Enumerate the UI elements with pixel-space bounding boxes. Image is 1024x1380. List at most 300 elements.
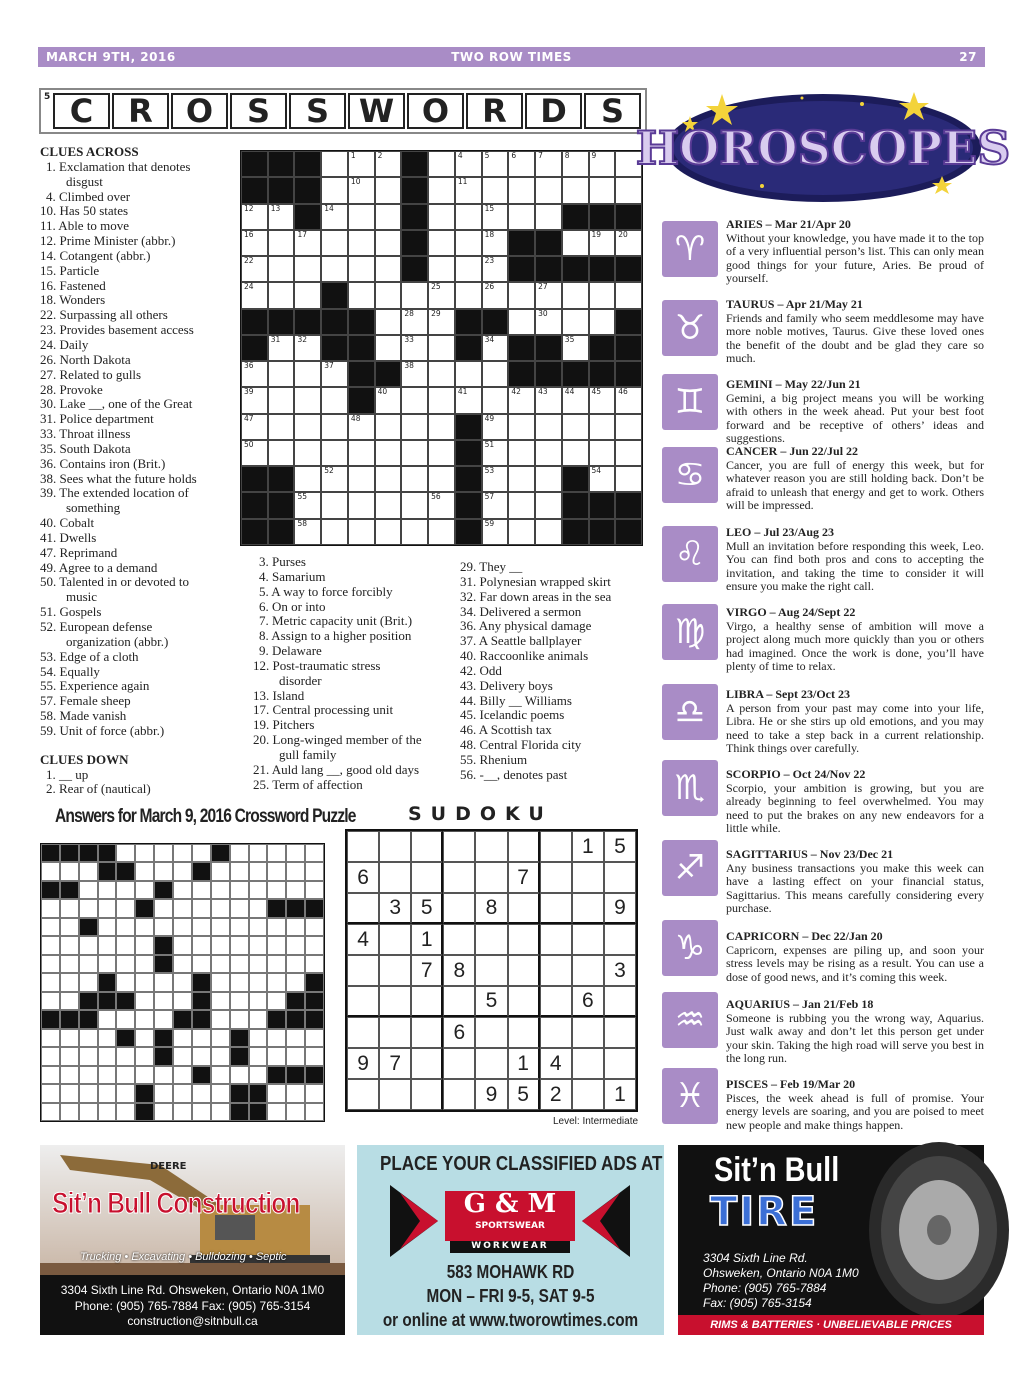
grid-cell[interactable]: [428, 282, 455, 308]
grid-cell[interactable]: [348, 177, 375, 203]
grid-cell[interactable]: [375, 387, 402, 413]
sudoku-cell[interactable]: [508, 955, 540, 986]
grid-cell[interactable]: [562, 309, 589, 335]
clue-item: 26. North Dakota: [40, 351, 131, 367]
horoscopes-logo: [635, 86, 1011, 206]
grid-cell[interactable]: [375, 466, 402, 492]
grid-cell[interactable]: [562, 335, 589, 361]
grid-cell[interactable]: [482, 335, 509, 361]
grid-cell[interactable]: [562, 440, 589, 466]
grid-cell[interactable]: [294, 519, 321, 545]
sudoku-cell[interactable]: [443, 831, 475, 862]
black-cell: [268, 492, 295, 518]
sudoku-cell[interactable]: 6: [572, 986, 604, 1017]
clue-number: 58: [297, 518, 307, 528]
sudoku-cell[interactable]: [604, 924, 636, 955]
grid-cell[interactable]: [294, 492, 321, 518]
sudoku-cell[interactable]: [508, 1017, 540, 1048]
grid-cell[interactable]: [348, 440, 375, 466]
sudoku-cell[interactable]: [604, 1017, 636, 1048]
sudoku-cell[interactable]: [411, 1048, 443, 1079]
sudoku-cell[interactable]: [475, 955, 507, 986]
grid-cell[interactable]: [268, 440, 295, 466]
sudoku-cell[interactable]: 6: [347, 862, 379, 893]
grid-cell[interactable]: [294, 230, 321, 256]
grid-cell[interactable]: [401, 361, 428, 387]
clue-item: 29. They __: [460, 559, 523, 574]
sudoku-cell[interactable]: 4: [540, 1048, 572, 1079]
grid-cell[interactable]: [348, 256, 375, 282]
grid-cell[interactable]: [508, 309, 535, 335]
sudoku-cell[interactable]: [411, 1079, 443, 1110]
grid-cell[interactable]: [482, 440, 509, 466]
sudoku-cell[interactable]: 7: [411, 955, 443, 986]
grid-cell[interactable]: [401, 414, 428, 440]
grid-cell[interactable]: [562, 282, 589, 308]
sudoku-cell[interactable]: [411, 986, 443, 1017]
sudoku-cell[interactable]: 1: [572, 831, 604, 862]
sudoku-cell[interactable]: 3: [379, 893, 411, 924]
black-cell: [562, 492, 589, 518]
grid-cell[interactable]: [535, 309, 562, 335]
ad-sitnbull-construction[interactable]: [40, 1145, 345, 1335]
answer-cell: [211, 1103, 230, 1121]
grid-cell[interactable]: [321, 492, 348, 518]
grid-cell[interactable]: [241, 282, 268, 308]
answer-black-cell: [41, 844, 60, 862]
grid-cell[interactable]: [321, 256, 348, 282]
grid-cell[interactable]: [401, 387, 428, 413]
grid-cell[interactable]: [401, 335, 428, 361]
ad-sitnbull-tire[interactable]: [678, 1145, 984, 1335]
answer-cell: [286, 936, 305, 954]
sudoku-cell[interactable]: [347, 831, 379, 862]
grid-cell[interactable]: [428, 309, 455, 335]
grid-cell[interactable]: [562, 387, 589, 413]
answer-cell: [135, 973, 154, 991]
sudoku-cell[interactable]: [443, 986, 475, 1017]
sudoku-cell[interactable]: [572, 862, 604, 893]
sudoku-cell[interactable]: 9: [347, 1048, 379, 1079]
grid-cell[interactable]: [482, 387, 509, 413]
grid-cell[interactable]: [401, 440, 428, 466]
grid-cell[interactable]: [375, 256, 402, 282]
clue-number: 19: [591, 229, 602, 239]
ad1-email[interactable]: construction@sitnbull.ca: [127, 1314, 258, 1328]
sudoku-cell[interactable]: [379, 1079, 411, 1110]
grid-cell[interactable]: [375, 335, 402, 361]
answer-cell: [79, 881, 98, 899]
grid-cell[interactable]: [294, 387, 321, 413]
grid-cell[interactable]: [508, 387, 535, 413]
sudoku-cell[interactable]: [443, 924, 475, 955]
grid-cell[interactable]: [428, 204, 455, 230]
sudoku-cell[interactable]: [443, 1079, 475, 1110]
grid-cell[interactable]: [321, 414, 348, 440]
black-cell: [455, 335, 482, 361]
grid-cell[interactable]: [589, 282, 616, 308]
grid-cell[interactable]: [321, 204, 348, 230]
grid-cell[interactable]: [428, 519, 455, 545]
grid-cell[interactable]: [428, 387, 455, 413]
grid-cell[interactable]: [241, 387, 268, 413]
grid-cell[interactable]: [615, 387, 642, 413]
crossword-grid[interactable]: [240, 150, 643, 546]
grid-cell[interactable]: [294, 414, 321, 440]
sudoku-cell[interactable]: 6: [443, 1017, 475, 1048]
answer-cell: [230, 936, 249, 954]
clue-number: 20: [618, 229, 628, 239]
grid-cell[interactable]: [508, 414, 535, 440]
grid-cell[interactable]: [615, 440, 642, 466]
grid-cell[interactable]: [455, 177, 482, 203]
grid-cell[interactable]: [615, 282, 642, 308]
grid-cell[interactable]: [428, 177, 455, 203]
sudoku-cell[interactable]: [443, 893, 475, 924]
grid-cell[interactable]: [268, 282, 295, 308]
sudoku-cell[interactable]: 9: [604, 893, 636, 924]
grid-cell[interactable]: [321, 361, 348, 387]
sudoku-cell[interactable]: [540, 831, 572, 862]
grid-cell[interactable]: [321, 519, 348, 545]
grid-cell[interactable]: [455, 204, 482, 230]
answer-cell: [154, 973, 173, 991]
grid-cell[interactable]: [428, 151, 455, 177]
grid-cell[interactable]: [589, 230, 616, 256]
grid-cell[interactable]: [241, 204, 268, 230]
sudoku-cell[interactable]: [508, 893, 540, 924]
grid-cell[interactable]: [562, 177, 589, 203]
sudoku-cell[interactable]: [572, 893, 604, 924]
grid-cell[interactable]: [428, 335, 455, 361]
grid-cell[interactable]: [375, 492, 402, 518]
sudoku-cell[interactable]: 5: [604, 831, 636, 862]
sudoku-cell[interactable]: [475, 1017, 507, 1048]
sudoku-cell[interactable]: [508, 986, 540, 1017]
clue-number: 53: [484, 466, 495, 476]
grid-cell[interactable]: [375, 440, 402, 466]
grid-cell[interactable]: [375, 309, 402, 335]
black-cell: [241, 519, 268, 545]
grid-cell[interactable]: [375, 282, 402, 308]
sudoku-cell[interactable]: [379, 955, 411, 986]
sudoku-cell[interactable]: [572, 1048, 604, 1079]
grid-cell[interactable]: [482, 414, 509, 440]
answer-cell: [41, 918, 60, 936]
answer-black-cell: [135, 1084, 154, 1102]
grid-cell[interactable]: [268, 414, 295, 440]
grid-cell[interactable]: [241, 414, 268, 440]
grid-cell[interactable]: [241, 230, 268, 256]
sudoku-cell[interactable]: [379, 1017, 411, 1048]
answer-black-cell: [79, 992, 98, 1010]
sudoku-grid[interactable]: [345, 829, 638, 1112]
grid-cell[interactable]: [294, 335, 321, 361]
black-cell: [562, 204, 589, 230]
grid-cell[interactable]: [562, 151, 589, 177]
answer-cell: [135, 955, 154, 973]
grid-cell[interactable]: [535, 282, 562, 308]
grid-cell[interactable]: [508, 466, 535, 492]
sudoku-cell[interactable]: 2: [540, 1079, 572, 1110]
sudoku-cell[interactable]: [508, 831, 540, 862]
grid-cell[interactable]: [348, 492, 375, 518]
grid-cell[interactable]: [535, 177, 562, 203]
black-cell: [615, 492, 642, 518]
grid-cell[interactable]: [589, 387, 616, 413]
sudoku-cell[interactable]: 1: [411, 924, 443, 955]
sudoku-cell[interactable]: [572, 955, 604, 986]
sudoku-cell[interactable]: [604, 862, 636, 893]
grid-cell[interactable]: [535, 440, 562, 466]
ad2-online[interactable]: or online at www.tworowtimes.com: [382, 1310, 639, 1330]
clue-number: 34: [484, 334, 495, 344]
sudoku-cell[interactable]: [347, 986, 379, 1017]
sudoku-cell[interactable]: [443, 862, 475, 893]
grid-cell[interactable]: [589, 177, 616, 203]
grid-cell[interactable]: [482, 204, 509, 230]
sudoku-cell[interactable]: [347, 1079, 379, 1110]
ad-classified[interactable]: [357, 1145, 664, 1335]
grid-cell[interactable]: [482, 466, 509, 492]
grid-cell[interactable]: [482, 177, 509, 203]
grid-cell[interactable]: [562, 414, 589, 440]
grid-cell[interactable]: [241, 440, 268, 466]
clue-number: 18: [484, 229, 495, 239]
grid-cell[interactable]: [508, 519, 535, 545]
grid-cell[interactable]: [375, 519, 402, 545]
grid-cell[interactable]: [535, 519, 562, 545]
answer-cell: [211, 899, 230, 917]
grid-cell[interactable]: [321, 151, 348, 177]
clue-item: 7. Metric capacity unit (Brit.): [259, 613, 413, 629]
grid-cell[interactable]: [482, 282, 509, 308]
sudoku-cell[interactable]: [411, 1017, 443, 1048]
grid-cell[interactable]: [348, 204, 375, 230]
grid-cell[interactable]: [508, 282, 535, 308]
sudoku-cell[interactable]: 1: [604, 1079, 636, 1110]
grid-cell[interactable]: [294, 282, 321, 308]
twins-icon: ♊: [662, 374, 718, 430]
sudoku-cell[interactable]: [540, 893, 572, 924]
grid-cell[interactable]: [535, 466, 562, 492]
sudoku-cell[interactable]: [443, 1048, 475, 1079]
sudoku-cell[interactable]: [411, 831, 443, 862]
sudoku-cell[interactable]: 8: [475, 893, 507, 924]
sudoku-cell[interactable]: 1: [508, 1048, 540, 1079]
grid-cell[interactable]: [535, 414, 562, 440]
sudoku-cell[interactable]: [604, 1048, 636, 1079]
grid-cell[interactable]: [482, 519, 509, 545]
grid-cell[interactable]: [482, 361, 509, 387]
grid-cell[interactable]: [401, 492, 428, 518]
grid-cell[interactable]: [321, 440, 348, 466]
grid-cell[interactable]: [589, 466, 616, 492]
grid-cell[interactable]: [482, 151, 509, 177]
grid-cell[interactable]: [508, 177, 535, 203]
grid-cell[interactable]: [428, 440, 455, 466]
sudoku-cell[interactable]: [475, 862, 507, 893]
clue-item: 53. Edge of a cloth: [40, 648, 139, 664]
grid-cell[interactable]: [321, 387, 348, 413]
grid-cell[interactable]: [535, 151, 562, 177]
grid-cell[interactable]: [375, 230, 402, 256]
answer-cell: [116, 1066, 135, 1084]
sudoku-cell[interactable]: [572, 1017, 604, 1048]
lion-icon: ♌: [662, 526, 718, 582]
grid-cell[interactable]: [294, 466, 321, 492]
grid-cell[interactable]: [615, 177, 642, 203]
grid-cell[interactable]: [508, 440, 535, 466]
horoscope-text: Pisces, the week ahead is full of promise. Your energy levels are soaring, and you are poised to meet new people and make things happen.: [726, 1090, 984, 1132]
grid-cell[interactable]: [401, 466, 428, 492]
grid-cell[interactable]: [294, 256, 321, 282]
clue-item: 49. Agree to a demand: [40, 559, 158, 575]
answer-cell: [192, 1084, 211, 1102]
grid-cell[interactable]: [241, 361, 268, 387]
grid-cell[interactable]: [535, 387, 562, 413]
grid-cell[interactable]: [375, 414, 402, 440]
grid-cell[interactable]: [589, 151, 616, 177]
sudoku-cell[interactable]: [475, 924, 507, 955]
clue-item: 9. Delaware: [259, 643, 322, 659]
grid-cell[interactable]: [428, 256, 455, 282]
sudoku-cell[interactable]: 3: [604, 955, 636, 986]
grid-cell[interactable]: [535, 204, 562, 230]
answer-cell: [135, 918, 154, 936]
grid-cell[interactable]: [268, 204, 295, 230]
grid-cell[interactable]: [455, 387, 482, 413]
sudoku-cell[interactable]: 8: [443, 955, 475, 986]
sudoku-cell[interactable]: [475, 1048, 507, 1079]
horoscope-aries: [726, 218, 984, 286]
sudoku-cell[interactable]: [540, 1017, 572, 1048]
grid-cell[interactable]: [375, 177, 402, 203]
grid-cell[interactable]: [455, 256, 482, 282]
grid-cell[interactable]: [348, 282, 375, 308]
grid-cell[interactable]: [508, 151, 535, 177]
grid-cell[interactable]: [455, 151, 482, 177]
grid-cell[interactable]: [321, 466, 348, 492]
grid-cell[interactable]: [268, 361, 295, 387]
answer-cell: [79, 1029, 98, 1047]
grid-cell[interactable]: [589, 309, 616, 335]
grid-cell[interactable]: [268, 335, 295, 361]
answer-cell: [173, 862, 192, 880]
grid-cell[interactable]: [428, 361, 455, 387]
sudoku-cell[interactable]: [508, 924, 540, 955]
sudoku-cell[interactable]: 7: [508, 862, 540, 893]
grid-cell[interactable]: [348, 414, 375, 440]
sudoku-cell[interactable]: [379, 986, 411, 1017]
grid-cell[interactable]: [508, 204, 535, 230]
sudoku-cell[interactable]: 9: [475, 1079, 507, 1110]
grid-cell[interactable]: [428, 230, 455, 256]
clue-number: 25: [431, 282, 441, 292]
answer-cell: [286, 973, 305, 991]
sudoku-cell[interactable]: [572, 1079, 604, 1110]
grid-cell[interactable]: [401, 309, 428, 335]
grid-cell[interactable]: [294, 361, 321, 387]
grid-cell[interactable]: [268, 230, 295, 256]
grid-cell[interactable]: [482, 492, 509, 518]
sudoku-cell[interactable]: [540, 924, 572, 955]
sudoku-cell[interactable]: [572, 924, 604, 955]
grid-cell[interactable]: [615, 414, 642, 440]
sudoku-cell[interactable]: [604, 986, 636, 1017]
grid-cell[interactable]: [241, 256, 268, 282]
answer-cell: [98, 918, 117, 936]
grid-cell[interactable]: [615, 230, 642, 256]
grid-cell[interactable]: [321, 230, 348, 256]
grid-cell[interactable]: [348, 230, 375, 256]
clue-number: 47: [244, 413, 254, 423]
grid-cell[interactable]: [401, 282, 428, 308]
grid-cell[interactable]: [294, 440, 321, 466]
sudoku-cell[interactable]: [540, 862, 572, 893]
grid-cell[interactable]: [482, 256, 509, 282]
grid-cell[interactable]: [348, 151, 375, 177]
grid-cell[interactable]: [268, 387, 295, 413]
sudoku-cell[interactable]: [347, 955, 379, 986]
clue-item: 31. Police department: [40, 411, 154, 427]
sudoku-cell[interactable]: [347, 1017, 379, 1048]
grid-cell[interactable]: [589, 440, 616, 466]
sudoku-cell[interactable]: 4: [347, 924, 379, 955]
grid-cell[interactable]: [375, 151, 402, 177]
grid-cell[interactable]: [401, 519, 428, 545]
grid-cell[interactable]: [428, 492, 455, 518]
answer-cell: [305, 918, 324, 936]
grid-cell[interactable]: [428, 466, 455, 492]
sudoku-cell[interactable]: [411, 862, 443, 893]
sudoku-cell[interactable]: [379, 831, 411, 862]
grid-cell[interactable]: [508, 492, 535, 518]
grid-cell[interactable]: [428, 414, 455, 440]
sudoku-cell[interactable]: [475, 831, 507, 862]
sudoku-cell[interactable]: [347, 893, 379, 924]
sudoku-cell[interactable]: [379, 924, 411, 955]
grid-cell[interactable]: [455, 361, 482, 387]
grid-cell[interactable]: [535, 492, 562, 518]
grid-cell[interactable]: [615, 466, 642, 492]
horoscope-text: A person from your past may come into your life, Libra. He or she stirs up old emotions, and you may need to take a step back in a current relationship. Think things over carefully.: [726, 700, 984, 755]
grid-cell[interactable]: [321, 177, 348, 203]
grid-cell[interactable]: [348, 466, 375, 492]
grid-cell[interactable]: [562, 230, 589, 256]
archer-icon: ♐: [662, 840, 718, 896]
clue-item: music: [66, 589, 98, 605]
answer-black-cell: [249, 1084, 268, 1102]
sudoku-cell[interactable]: 5: [508, 1079, 540, 1110]
sudoku-cell[interactable]: 5: [475, 986, 507, 1017]
grid-cell[interactable]: [455, 282, 482, 308]
answer-cell: [211, 955, 230, 973]
grid-cell[interactable]: [268, 256, 295, 282]
sudoku-cell[interactable]: [540, 955, 572, 986]
sudoku-cell[interactable]: 5: [411, 893, 443, 924]
sudoku-cell[interactable]: [379, 862, 411, 893]
grid-cell[interactable]: [375, 204, 402, 230]
grid-cell[interactable]: [348, 519, 375, 545]
grid-cell[interactable]: [589, 414, 616, 440]
sudoku-cell[interactable]: 7: [379, 1048, 411, 1079]
sudoku-cell[interactable]: [540, 986, 572, 1017]
grid-cell[interactable]: [455, 230, 482, 256]
answer-cell: [286, 955, 305, 973]
grid-cell[interactable]: [482, 230, 509, 256]
answer-cell: [192, 955, 211, 973]
